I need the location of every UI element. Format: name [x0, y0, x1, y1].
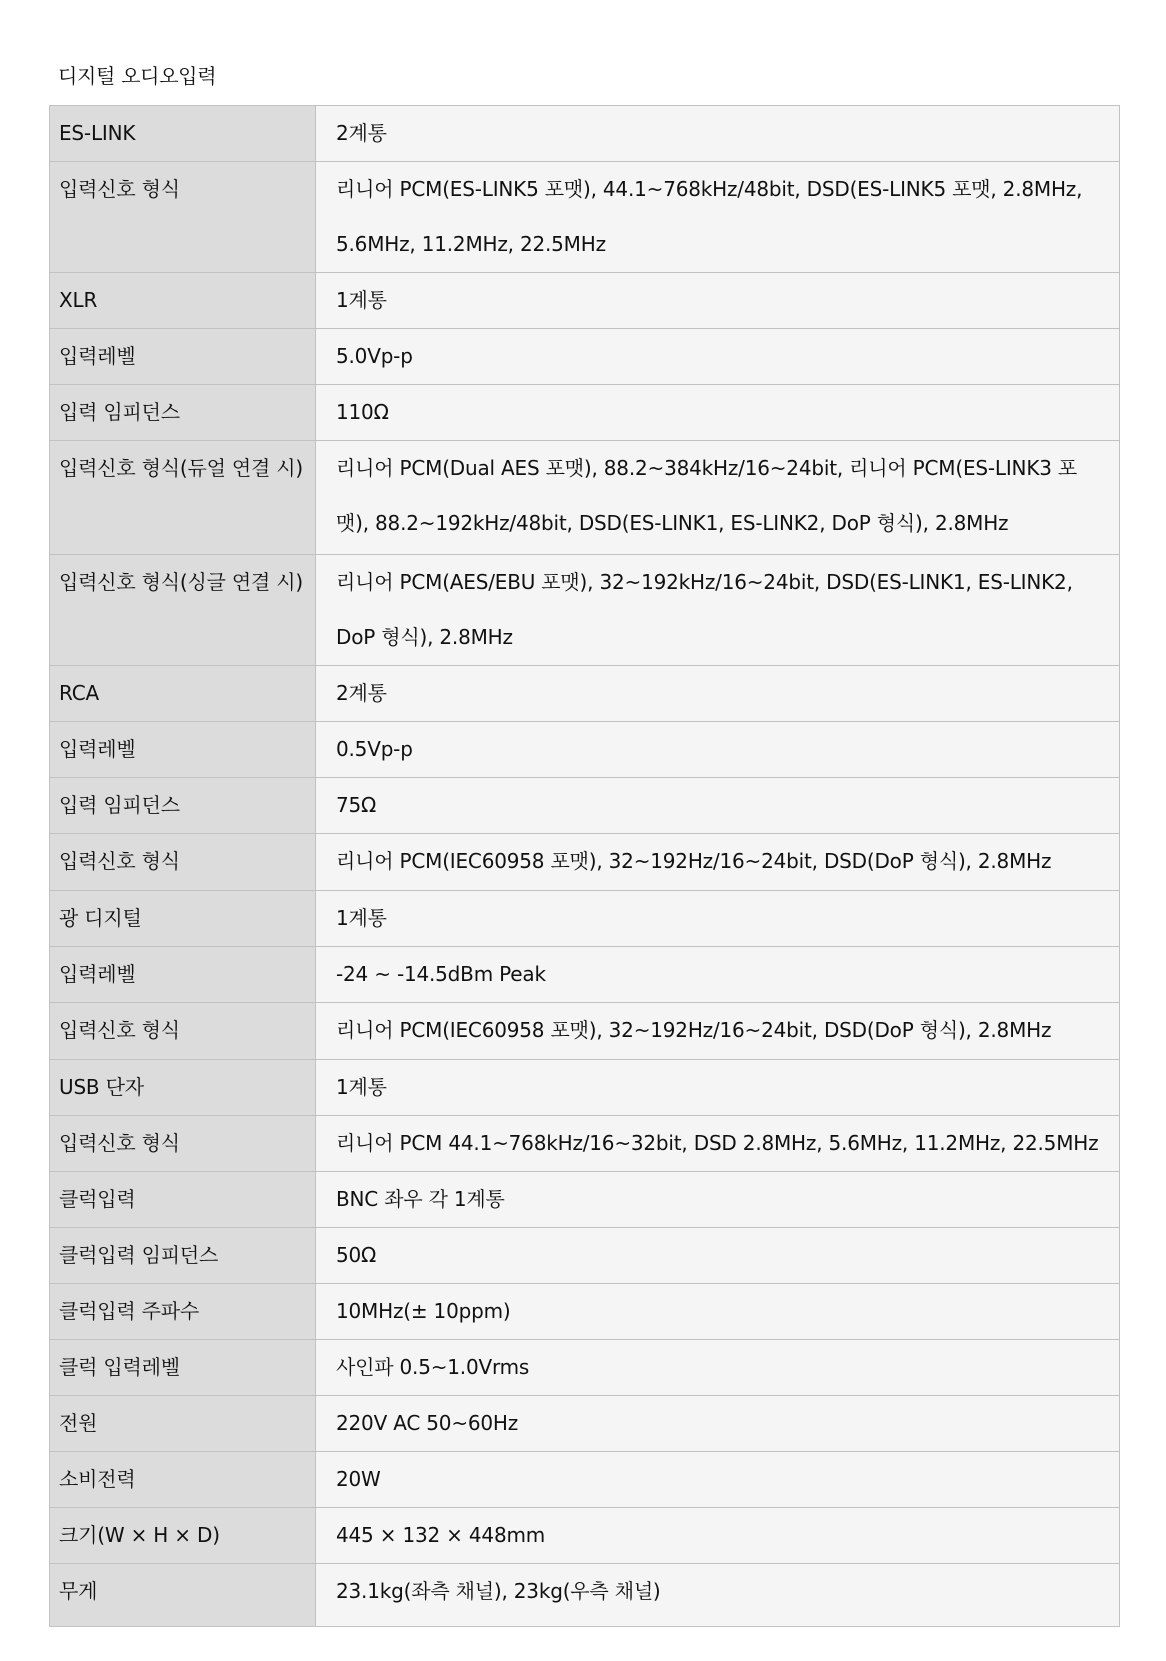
table-row — [50, 1228, 1120, 1284]
spec-value-cell — [316, 1508, 1120, 1564]
table-row — [50, 1116, 1120, 1172]
table-row — [50, 329, 1120, 385]
spec-label: 전원 — [50, 1396, 316, 1452]
spec-label: 입력레벨 — [50, 722, 316, 778]
spec-value: 110Ω — [336, 400, 389, 424]
spec-value: 1계통 — [336, 906, 387, 930]
spec-label: 입력신호 형식 — [50, 834, 316, 891]
spec-value-cell — [316, 329, 1120, 385]
spec-value-cell — [316, 555, 1120, 666]
spec-value-cell — [316, 834, 1120, 891]
spec-label: 소비전력 — [50, 1452, 316, 1508]
spec-value-cell — [316, 1396, 1120, 1452]
spec-label: 클럭입력 — [50, 1172, 316, 1228]
spec-value-cell — [316, 722, 1120, 778]
spec-label: 클럭입력 주파수 — [50, 1284, 316, 1340]
spec-label: 입력레벨 — [50, 947, 316, 1003]
spec-label: XLR — [50, 273, 316, 329]
spec-value: 50Ω — [336, 1243, 377, 1267]
table-row — [50, 666, 1120, 722]
spec-value: BNC 좌우 각 1계통 — [336, 1187, 505, 1211]
table-row — [50, 1172, 1120, 1228]
spec-value-cell — [316, 162, 1120, 273]
table-row — [50, 385, 1120, 441]
spec-label: 입력 임피던스 — [50, 385, 316, 441]
spec-value-cell — [316, 666, 1120, 722]
spec-label: 입력신호 형식 — [50, 1116, 316, 1172]
spec-value: 1계통 — [336, 1075, 387, 1099]
spec-label: 입력레벨 — [50, 329, 316, 385]
spec-value: 리니어 PCM(IEC60958 포맷), 32~192Hz/16~24bit, DSD(DoP 형식), 2.8MHz — [336, 849, 1052, 873]
table-row — [50, 1340, 1120, 1396]
table-row — [50, 947, 1120, 1003]
spec-value: 리니어 PCM 44.1~768kHz/16~32bit, DSD 2.8MHz, 5.6MHz, 11.2MHz, 22.5MHz — [336, 1131, 1099, 1155]
spec-value-cell — [316, 1003, 1120, 1060]
table-row — [50, 441, 1120, 555]
spec-value: 2계통 — [336, 121, 387, 145]
spec-value-cell — [316, 1452, 1120, 1508]
spec-value: 리니어 PCM(AES/EBU 포맷), 32~192kHz/16~24bit, DSD(ES-LINK1, ES-LINK2, DoP 형식), 2.8MHz — [336, 570, 1073, 649]
spec-value-cell — [316, 441, 1120, 555]
table-row — [50, 106, 1120, 162]
table-row — [50, 162, 1120, 273]
spec-label: USB 단자 — [50, 1060, 316, 1116]
spec-label: 입력신호 형식 — [50, 1003, 316, 1060]
table-row — [50, 1564, 1120, 1627]
spec-value-cell — [316, 891, 1120, 947]
spec-label: 입력신호 형식(싱글 연결 시) — [50, 555, 316, 666]
spec-value: -24 ~ -14.5dBm Peak — [336, 962, 546, 986]
spec-value-cell — [316, 947, 1120, 1003]
spec-label: 입력 임피던스 — [50, 778, 316, 834]
spec-value: 리니어 PCM(Dual AES 포맷), 88.2~384kHz/16~24bit, 리니어 PCM(ES-LINK3 포맷), 88.2~192kHz/48bit, DSD(ES-LINK1, ES-LINK2, DoP 형식), 2.8MHz — [336, 456, 1078, 535]
spec-value-cell — [316, 385, 1120, 441]
table-row — [50, 1508, 1120, 1564]
spec-label: ES-LINK — [50, 106, 316, 162]
spec-label: 무게 — [50, 1564, 316, 1627]
table-row — [50, 891, 1120, 947]
spec-value-cell — [316, 1340, 1120, 1396]
spec-value-cell — [316, 1564, 1120, 1627]
spec-value-cell — [316, 1172, 1120, 1228]
spec-value-cell — [316, 1060, 1120, 1116]
spec-table — [49, 105, 1120, 1627]
spec-label: RCA — [50, 666, 316, 722]
spec-value: 리니어 PCM(IEC60958 포맷), 32~192Hz/16~24bit, DSD(DoP 형식), 2.8MHz — [336, 1018, 1052, 1042]
spec-value-cell — [316, 273, 1120, 329]
spec-value: 1계통 — [336, 288, 387, 312]
table-row — [50, 1284, 1120, 1340]
spec-label: 입력신호 형식(듀얼 연결 시) — [50, 441, 316, 555]
table-row — [50, 834, 1120, 891]
spec-value-cell — [316, 1284, 1120, 1340]
spec-value-cell — [316, 778, 1120, 834]
table-row — [50, 778, 1120, 834]
spec-value: 75Ω — [336, 793, 377, 817]
table-row — [50, 1003, 1120, 1060]
spec-value: 23.1kg(좌측 채널), 23kg(우측 채널) — [336, 1579, 661, 1603]
spec-label: 광 디지털 — [50, 891, 316, 947]
spec-label: 클럭입력 임피던스 — [50, 1228, 316, 1284]
spec-label: 입력신호 형식 — [50, 162, 316, 273]
spec-value: 리니어 PCM(ES-LINK5 포맷), 44.1~768kHz/48bit, DSD(ES-LINK5 포맷, 2.8MHz, 5.6MHz, 11.2MHz, 22.5MHz — [336, 177, 1083, 256]
spec-value: 5.0Vp-p — [336, 344, 413, 368]
spec-value-cell — [316, 1116, 1120, 1172]
spec-label: 클럭 입력레벨 — [50, 1340, 316, 1396]
spec-value: 사인파 0.5~1.0Vrms — [336, 1355, 530, 1379]
table-row — [50, 722, 1120, 778]
spec-value: 0.5Vp-p — [336, 737, 413, 761]
table-row — [50, 1396, 1120, 1452]
spec-value-cell — [316, 1228, 1120, 1284]
spec-table-body — [50, 106, 1120, 1627]
spec-value: 20W — [336, 1467, 381, 1491]
spec-value: 220V AC 50~60Hz — [336, 1411, 519, 1435]
table-row — [50, 555, 1120, 666]
section-title: 디지털 오디오입력 — [58, 64, 217, 88]
spec-value: 2계통 — [336, 681, 387, 705]
spec-label: 크기(W × H × D) — [50, 1508, 316, 1564]
spec-value: 10MHz(± 10ppm) — [336, 1299, 511, 1323]
spec-value-cell — [316, 106, 1120, 162]
table-row — [50, 273, 1120, 329]
table-row — [50, 1060, 1120, 1116]
spec-value: 445 × 132 × 448mm — [336, 1523, 546, 1547]
table-row — [50, 1452, 1120, 1508]
